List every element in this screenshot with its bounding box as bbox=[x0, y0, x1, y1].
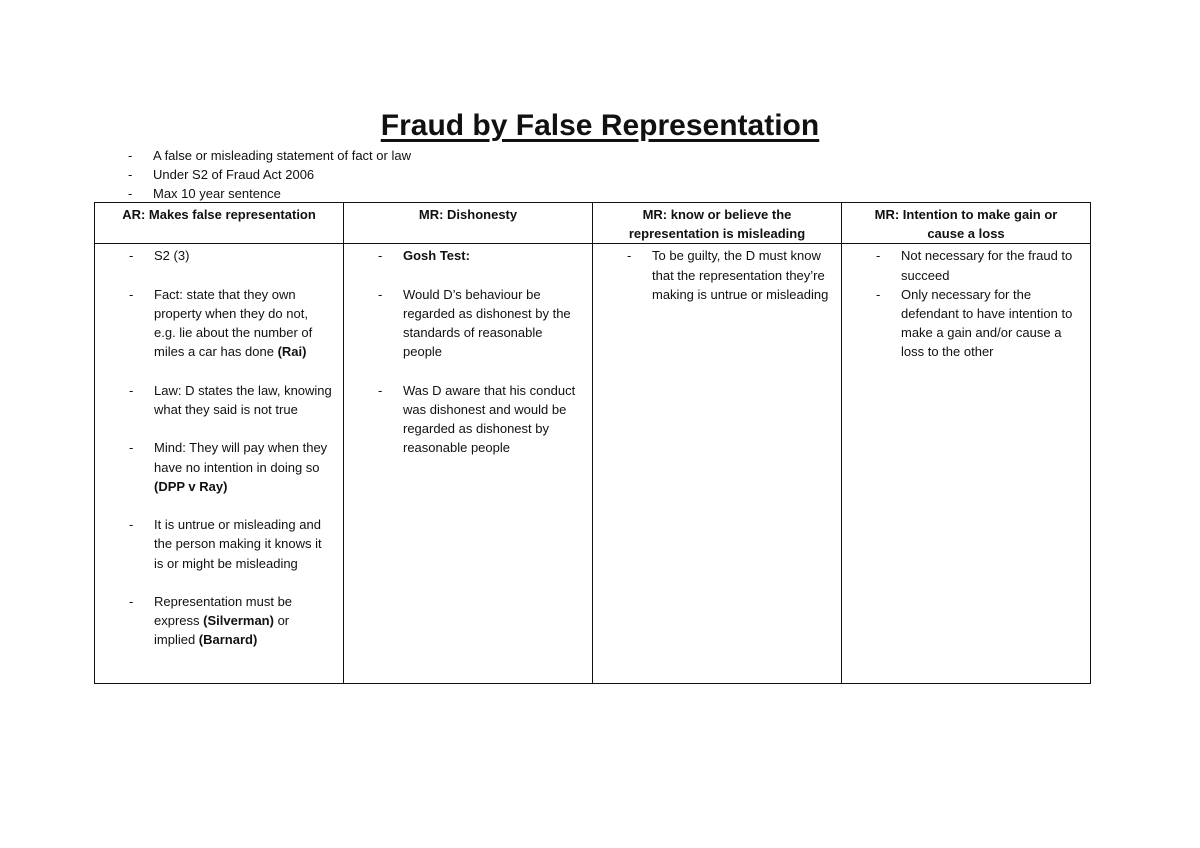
case-name: (Rai) bbox=[277, 344, 307, 360]
dash-bullet-icon: - bbox=[876, 248, 881, 264]
dash-bullet-icon: - bbox=[129, 248, 134, 264]
table-row bbox=[95, 244, 1091, 684]
dash-bullet-icon: - bbox=[378, 286, 383, 302]
case-name: (Barnard) bbox=[198, 632, 258, 648]
cell-list bbox=[95, 244, 343, 649]
item-text: Only necessary for the defendant to have intention to make a gain and/or cause a loss to the other bbox=[901, 286, 1073, 360]
item-text: : They will pay when they have no intention in doing so bbox=[154, 440, 328, 475]
item-text: Would D’s behaviour be regarded as dishonest by the standards of reasonable people bbox=[403, 286, 571, 360]
cell-actus-reus bbox=[95, 244, 344, 684]
cell-list bbox=[842, 244, 1090, 361]
page-title: Fraud by False Representation bbox=[380, 109, 820, 142]
item-text: Law: D states the law, knowing what they said is not true bbox=[154, 382, 332, 417]
list-item bbox=[129, 285, 333, 362]
cell-dishonesty bbox=[344, 244, 593, 684]
item-text: Representation must be express bbox=[154, 593, 293, 629]
dash-bullet-icon: - bbox=[128, 186, 133, 201]
intro-item-text: Max 10 year sentence bbox=[153, 186, 281, 201]
list-item bbox=[876, 285, 1080, 362]
cell-intention bbox=[842, 244, 1091, 684]
cell-list bbox=[344, 244, 592, 457]
list-item bbox=[378, 285, 582, 362]
header-dishonesty: MR: Dishonesty bbox=[344, 203, 593, 244]
item-text: To be guilty, the D must know that the representation they’re making is untrue or misleading bbox=[652, 248, 829, 302]
item-text: Not necessary for the fraud to succeed bbox=[901, 248, 1073, 283]
list-item bbox=[129, 515, 333, 573]
list-item bbox=[129, 438, 333, 496]
table-header-row bbox=[95, 203, 1091, 244]
cell-list bbox=[593, 244, 841, 304]
dash-bullet-icon: - bbox=[129, 593, 134, 609]
intro-list bbox=[128, 146, 411, 203]
header-intention: MR: Intention to make gain or cause a loss bbox=[842, 203, 1091, 244]
intro-item-text: Under S2 of Fraud Act 2006 bbox=[153, 167, 315, 182]
list-item bbox=[129, 592, 333, 650]
item-text: : state that they own property when they do not, e.g. lie about the number of miles a car has done bbox=[154, 286, 313, 360]
item-text: Was D aware that his conduct was dishonest and would be regarded as dishonest by reasonable people bbox=[403, 382, 576, 456]
header-knowledge: MR: know or believe the representation is misleading bbox=[593, 203, 842, 244]
dash-bullet-icon: - bbox=[129, 382, 134, 398]
dash-bullet-icon: - bbox=[128, 167, 133, 182]
dash-bullet-icon: - bbox=[378, 248, 383, 264]
item-text: or implied bbox=[154, 613, 290, 648]
intro-item bbox=[128, 146, 411, 165]
dash-bullet-icon: - bbox=[876, 286, 881, 302]
list-item bbox=[378, 246, 582, 265]
dash-bullet-icon: - bbox=[378, 382, 383, 398]
header-actus-reus: AR: Makes false representation bbox=[95, 203, 344, 244]
elements-table bbox=[94, 202, 1091, 684]
list-item bbox=[876, 246, 1080, 284]
intro-item-text: A false or misleading statement of fact or law bbox=[153, 148, 411, 163]
case-name: (Silverman) bbox=[203, 613, 274, 629]
intro-item bbox=[128, 165, 411, 184]
item-text: It is untrue or misleading and the person making it knows it is or might be misleading bbox=[154, 517, 322, 571]
dash-bullet-icon: - bbox=[129, 440, 134, 456]
list-item bbox=[129, 246, 333, 265]
dash-bullet-icon: - bbox=[129, 517, 134, 533]
dash-bullet-icon: - bbox=[627, 248, 632, 264]
item-label: Fact bbox=[154, 286, 180, 302]
item-text: S2 (3) bbox=[154, 248, 190, 264]
list-item bbox=[378, 381, 582, 458]
item-heading: Gosh Test: bbox=[403, 248, 470, 264]
list-item bbox=[627, 246, 831, 304]
list-item bbox=[129, 381, 333, 419]
dash-bullet-icon: - bbox=[128, 148, 133, 163]
cell-knowledge bbox=[593, 244, 842, 684]
item-label: Mind bbox=[154, 440, 183, 456]
case-name: (DPP v Ray) bbox=[154, 478, 228, 494]
intro-item bbox=[128, 184, 411, 203]
dash-bullet-icon: - bbox=[129, 286, 134, 302]
